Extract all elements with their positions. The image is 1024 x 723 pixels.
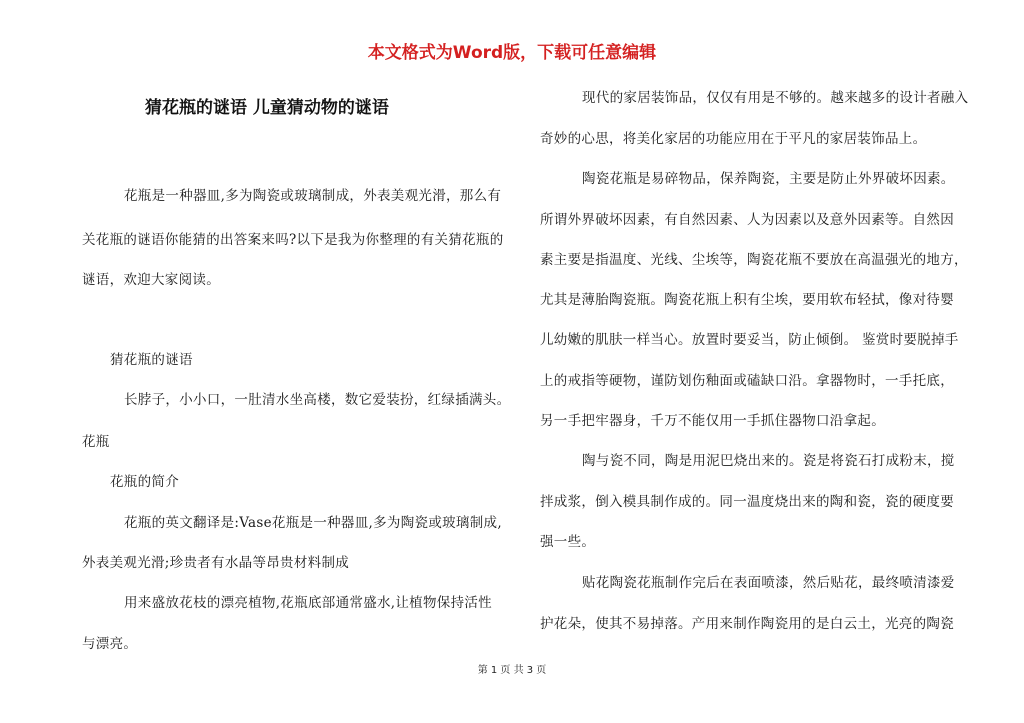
paragraph-line: 花瓶是一种器皿,多为陶瓷或玻璃制成，外表美观光滑，那么有 xyxy=(124,188,502,204)
word-edit-banner: 本文格式为Word版，下载可任意编辑 xyxy=(367,43,657,63)
paragraph-line: 所谓外界破坏因素，有自然因素、人为因素以及意外因素等。自然因 xyxy=(540,212,954,228)
paragraph-line: 陶与瓷不同，陶是用泥巴烧出来的。瓷是将瓷石打成粉末，搅 xyxy=(582,453,955,469)
riddle-answer: 花瓶 xyxy=(82,434,110,450)
paragraph-line: 现代的家居装饰品，仅仅有用是不够的。越来越多的设计者融入 xyxy=(582,90,969,106)
section-heading: 猜花瓶的谜语 xyxy=(110,352,193,368)
paragraph-line: 拌成浆，倒入模具制作成的。同一温度烧出来的陶和瓷，瓷的硬度要 xyxy=(540,494,954,510)
paragraph-line: 外表美观光滑;珍贵者有水晶等昂贵材料制成 xyxy=(82,555,350,571)
paragraph-line: 护花朵，使其不易掉落。产用来制作陶瓷用的是白云土，光亮的陶瓷 xyxy=(540,616,954,632)
paragraph-line: 另一手把牢器身，千万不能仅用一手抓住器物口沿拿起。 xyxy=(540,413,885,429)
paragraph-line: 谜语，欢迎大家阅读。 xyxy=(82,272,220,288)
paragraph-line: 关花瓶的谜语你能猜的出答案来吗?以下是我为你整理的有关猜花瓶的 xyxy=(82,232,504,248)
paragraph-line: 贴花陶瓷花瓶制作完后在表面喷漆，然后贴花，最终喷清漆爱 xyxy=(582,575,955,591)
paragraph-line: 上的戒指等硬物，谨防划伤釉面或磕缺口沿。拿器物时，一手托底， xyxy=(540,373,954,389)
paragraph-line: 尤其是薄胎陶瓷瓶。陶瓷花瓶上积有尘埃，要用软布轻拭，像对待婴 xyxy=(540,292,954,308)
section-heading: 花瓶的简介 xyxy=(110,474,179,490)
paragraph-line: 陶瓷花瓶是易碎物品，保养陶瓷，主要是防止外界破坏因素。 xyxy=(582,171,955,187)
paragraph-line: 奇妙的心思，将美化家居的功能应用在于平凡的家居装饰品上。 xyxy=(540,131,927,147)
document-title: 猜花瓶的谜语 儿童猜动物的谜语 xyxy=(145,98,389,118)
paragraph-line: 与漂亮。 xyxy=(82,636,138,652)
riddle-text: 长脖子，小小口，一肚清水坐高楼，数它爱装扮，红绿插满头。 xyxy=(124,392,511,408)
paragraph-line: 儿幼嫩的肌肤一样当心。放置时要妥当，防止倾倒。 鉴赏时要脱掉手 xyxy=(540,332,959,348)
paragraph-line: 素主要是指温度、光线、尘埃等，陶瓷花瓶不要放在高温强光的地方， xyxy=(540,252,968,268)
paragraph-line: 用来盛放花枝的漂亮植物,花瓶底部通常盛水,让植物保持活性 xyxy=(124,595,492,611)
paragraph-line: 花瓶的英文翻译是:Vase花瓶是一种器皿,多为陶瓷或玻璃制成, xyxy=(124,515,502,531)
paragraph-line: 强一些。 xyxy=(540,534,596,550)
page-number: 第 1 页 共 3 页 xyxy=(477,665,547,676)
